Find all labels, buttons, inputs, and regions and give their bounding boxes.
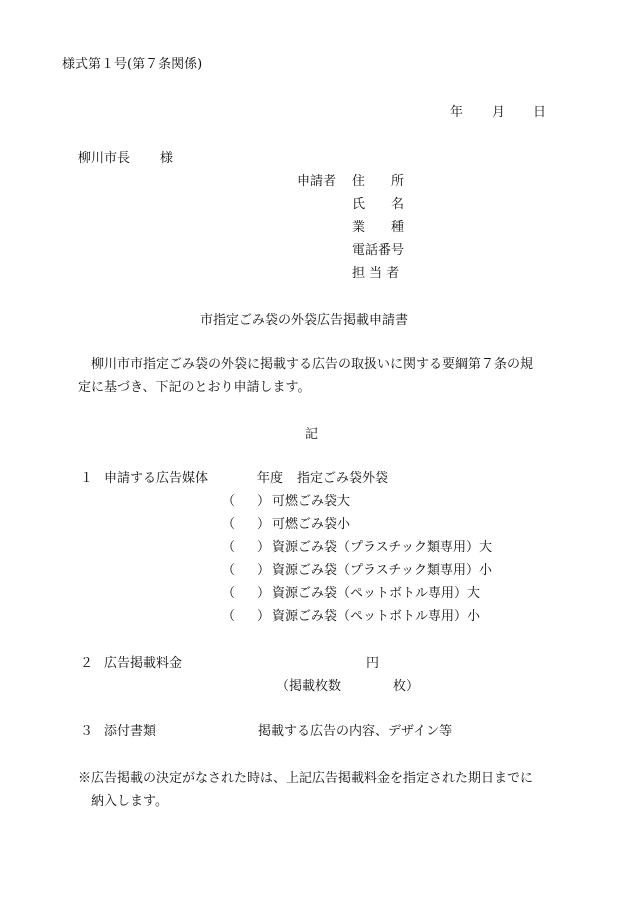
option-label: 可燃ごみ袋大 [272,494,351,509]
form-number: 様式第１号(第７条関係) [62,57,203,72]
section-2-label: 広告掲載料金 [104,656,183,671]
section-1-label: 申請する広告媒体 [104,471,209,486]
date-day-label: 日 [533,105,547,120]
option-paren-open: （ [222,563,236,578]
applicant-contact-label: 担 当 者 [352,266,400,281]
section-3-number: ３ [80,724,94,739]
date-year-label: 年 [450,105,464,120]
option-label: 可燃ごみ袋小 [272,517,351,532]
media-option [222,563,492,579]
option-label: 資源ごみ袋（ペットボトル専用）小 [272,609,481,624]
addressee-honorific: 様 [160,151,174,166]
note-line-1: ※広告掲載の決定がなされた時は、上記広告掲載料金を指定された期日までに [78,771,534,786]
option-paren-close: ） [257,494,271,509]
option-paren-open: （ [222,609,236,624]
option-paren-close: ） [257,563,271,578]
applicant-address-label: 住 所 [352,174,405,189]
applicant-name-label: 氏 名 [352,197,405,212]
ki-heading: 記 [305,427,319,442]
option-paren-close: ） [257,517,271,532]
section-2-count-label: （掲載枚数 [276,679,342,694]
option-label: 資源ごみ袋（プラスチック類専用）大 [272,540,492,555]
section-3-label: 添付書類 [104,724,157,739]
option-label: 資源ごみ袋（ペットボトル専用）大 [272,586,481,601]
option-paren-close: ） [257,586,271,601]
section-1-media: 指定ごみ袋外袋 [297,471,389,486]
date-month-label: 月 [492,105,506,120]
applicant-phone-label: 電話番号 [352,243,405,258]
applicant-industry-label: 業 種 [352,220,405,235]
section-2-currency: 円 [366,656,380,671]
note-line-2: 納入します。 [91,794,168,809]
option-paren-close: ） [257,609,271,624]
section-1-number: １ [80,471,94,486]
option-paren-close: ） [257,540,271,555]
body-line-1: 柳川市市指定ごみ袋の外袋に掲載する広告の取扱いに関する要綱第７条の規 [91,357,534,372]
media-option [222,540,492,556]
section-2-count-unit: 枚） [393,679,420,694]
document-title: 市指定ごみ袋の外袋広告掲載申請書 [200,313,409,328]
media-option [222,494,350,510]
media-option [222,586,480,602]
body-line-2: 定に基づき、下記のとおり申請します。 [78,380,311,395]
section-2-number: ２ [80,656,94,671]
applicant-label: 申請者 [297,174,337,189]
section-1-fiscal-year: 年度 [257,471,284,486]
option-paren-open: （ [222,517,236,532]
option-paren-open: （ [222,586,236,601]
option-paren-open: （ [222,540,236,555]
option-paren-open: （ [222,494,236,509]
option-label: 資源ごみ袋（プラスチック類専用）小 [272,563,492,578]
media-option [222,609,480,625]
section-3-value: 掲載する広告の内容、デザイン等 [258,724,453,739]
addressee-name: 柳川市長 [78,151,131,166]
media-option [222,517,350,533]
